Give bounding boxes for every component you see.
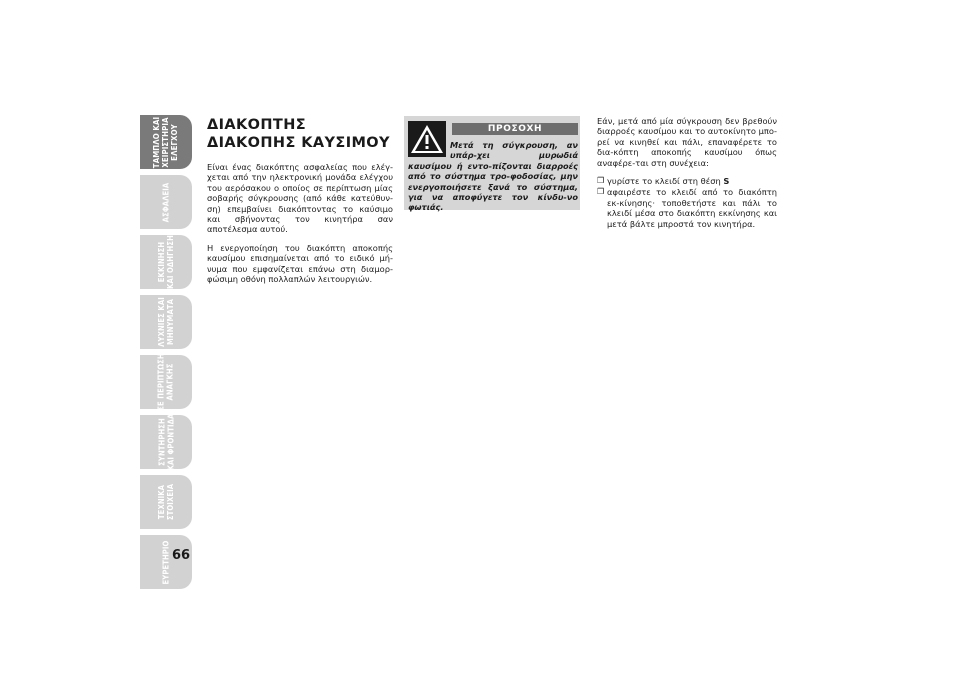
list-item-text: αφαιρέστε το κλειδί από το διακόπτη εκ-κίνησης· τοποθετήστε και πάλι το κλειδί μέσα στο διακόπτη εκκίνησης και μετά βάλτε μπροστά τον κινητήρα. bbox=[607, 187, 777, 229]
list-item-text-main: γυρίστε το κλειδί στη θέση bbox=[607, 176, 724, 187]
tab-label: ΕΚΚΙΝΗΣΗ ΚΑΙ ΟΔΗΓΗΣΗ bbox=[157, 235, 175, 289]
tab-safety[interactable] bbox=[140, 175, 192, 229]
list-item-text bbox=[607, 176, 777, 186]
paragraph: Η ενεργοποίηση του διακόπτη αποκοπής καυσίμου επισημαίνεται από το ειδικό μή-νυμα που εμφανίζεται επάνω στη διαμορ-φώσιμη οθόνη πολλαπλών λειτουργιών. bbox=[207, 242, 393, 285]
tab-starting-driving[interactable] bbox=[140, 235, 192, 289]
tab-label: ΤΕΧΝΙΚΑ ΣΤΟΙΧΕΙΑ bbox=[157, 483, 175, 521]
list-item bbox=[597, 187, 777, 229]
page-number: 66 bbox=[172, 548, 191, 563]
tab-technical-data[interactable] bbox=[140, 475, 192, 529]
warning-text bbox=[408, 140, 578, 213]
tab-label: ΣΥΝΤΗΡΗΣΗ ΚΑΙ ΦΡΟΝΤΙΔΑ bbox=[157, 413, 175, 471]
tab-label: ΑΣΦΑΛΕΙΑ bbox=[161, 182, 171, 222]
warning-box bbox=[404, 116, 580, 213]
tab-label: ΕΥΡΕΤΗΡΙΟ bbox=[161, 540, 171, 584]
reset-instructions bbox=[597, 116, 777, 230]
tab-label: ΛΥΧΝΙΕΣ ΚΑΙ ΜΗΝΥΜΑΤΑ bbox=[156, 297, 175, 347]
list-item bbox=[597, 176, 777, 186]
tab-label: ΣΕ ΠΕΡΙΠΤΩΣΗ ΑΝΑΓΚΗΣ bbox=[157, 353, 176, 411]
warning-text-content: Μετά τη σύγκρουση, αν υπάρ-χει μυρωδιά καυσίμου ή εντο-πίζονται διαρροές από το σύστημα τρο-φοδοσίας, μην ενεργοποιήσετε ξανά το σύστημα, για να αποφύγετε τον κίνδυ-νο φωτιάς. bbox=[408, 140, 578, 213]
tab-maintenance-care[interactable] bbox=[140, 415, 192, 469]
tab-dashboard-controls[interactable] bbox=[140, 115, 192, 169]
tab-label: ΤΑΜΠΛΟ ΚΑΙ ΧΕΙΡΙΣΤΗΡΙΑ ΕΛΕΓΧΟΥ bbox=[152, 116, 180, 168]
tab-lights-messages[interactable] bbox=[140, 295, 192, 349]
warning-title: ΠΡΟΣΟΧΗ bbox=[452, 123, 578, 135]
section-column bbox=[207, 116, 393, 292]
paragraph: Είναι ένας διακόπτης ασφαλείας που ελέγ-χεται από την ηλεκτρονική μονάδα ελέγχου του αερόσακου ο οποίος σε περίπτωση μίας σοβαρής σύγκρουσης (από κάθε κατεύθυν-ση) επεμβαίνει διακόπτοντας το καύσιμο και σβήνοντας τον κινητήρα σαν αποτέλεσμα αυτού. bbox=[207, 162, 393, 235]
checkbox-bullet-icon: ❒ bbox=[597, 176, 605, 186]
section-heading: ΔΙΑΚΟΠΤΗΣ ΔΙΑΚΟΠΗΣ ΚΑΥΣΙΜΟΥ bbox=[207, 117, 390, 151]
key-position-label: S bbox=[723, 176, 730, 187]
tab-emergency[interactable] bbox=[140, 355, 192, 409]
intro-paragraph: Εάν, μετά από μία σύγκρουση δεν βρεθούν διαρροές καυσίμου και το αυτοκίνητο μπο-ρεί να κινηθεί και πάλι, επαναφέρετε το δια-κόπτη αποκοπής καυσίμου όπως αναφέρε-ται στη συνέχεια: bbox=[597, 116, 777, 168]
checkbox-bullet-icon: ❒ bbox=[597, 187, 605, 197]
